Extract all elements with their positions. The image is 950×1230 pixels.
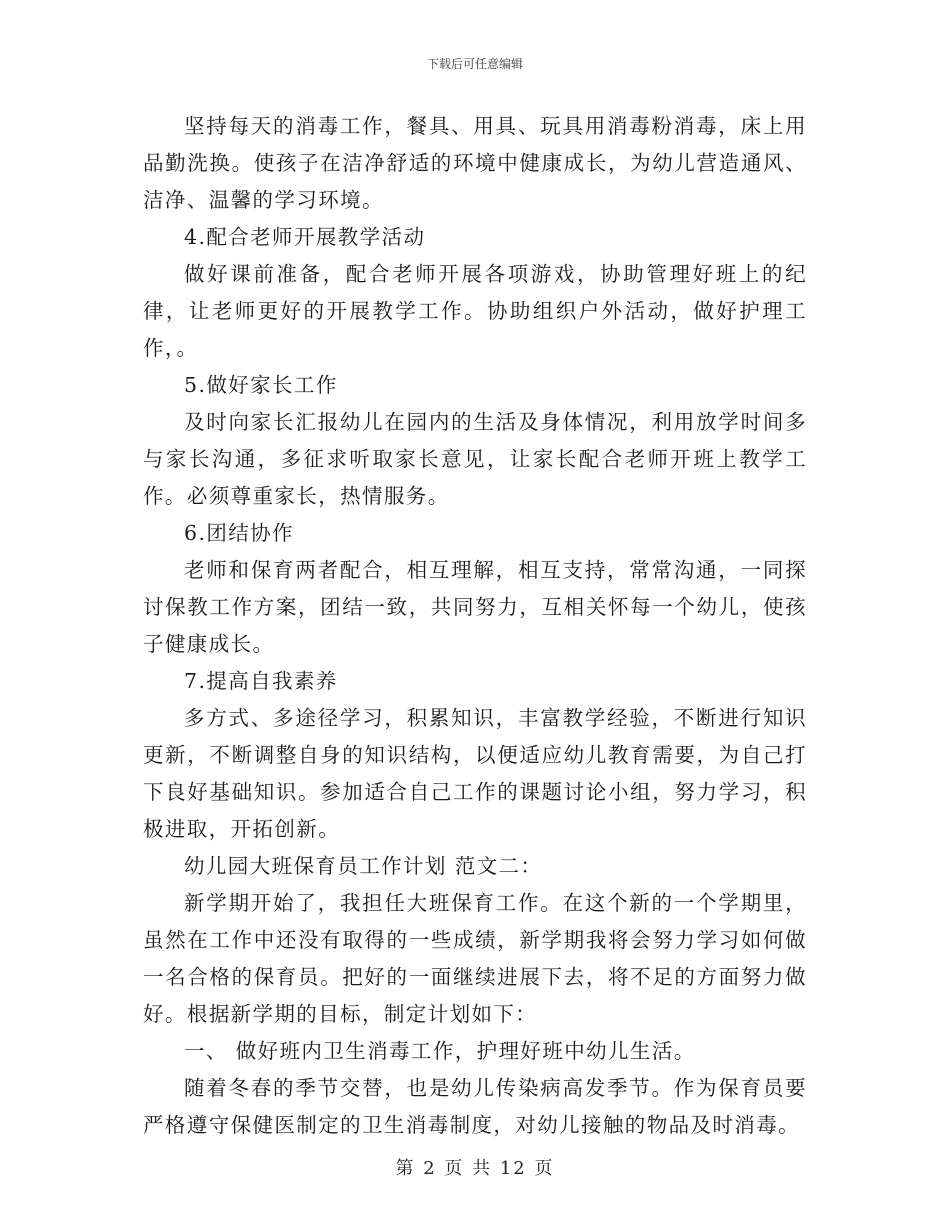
paragraph-new-semester: 新学期开始了，我担任大班保育工作。在这个新的一个学期里，虽然在工作中还没有取得的一些成绩，新学期我将会努力学习如何做一名合格的保育员。把好的一面继续进展下去，将不足的方面努力做好。根据新学期的目标，制定计划如下： [143, 891, 807, 1026]
section-heading-one: 一、 做好班内卫生消毒工作，护理好班中幼儿生活。 [184, 1039, 696, 1063]
sample-title-2: 幼儿园大班保育员工作计划 范文二： [184, 854, 543, 878]
page-header: 下载后可任意编辑 [426, 57, 523, 71]
section-heading-5: 5.做好家长工作 [184, 373, 338, 397]
section-heading-6: 6.团结协作 [184, 521, 294, 545]
section-heading-7: 7.提高自我素养 [184, 669, 338, 693]
paragraph-parents: 及时向家长汇报幼儿在园内的生活及身体情况，利用放学时间多与家长沟通，多征求听取家长意见，让家长配合老师开班上教学工作。必须尊重家长，热情服务。 [143, 410, 807, 508]
section-heading-4: 4.配合老师开展教学活动 [184, 225, 426, 249]
paragraph-disinfection: 坚持每天的消毒工作，餐具、用具、玩具用消毒粉消毒，床上用品勤洗换。使孩子在洁净舒适的环境中健康成长，为幼儿营造通风、洁净、温馨的学习环境。 [143, 114, 807, 212]
paragraph-teaching: 做好课前准备，配合老师开展各项游戏，协助管理好班上的纪律，让老师更好的开展教学工作。协助组织户外活动，做好护理工作，。 [143, 262, 807, 360]
paragraph-self-improvement: 多方式、多途径学习，积累知识，丰富教学经验，不断进行知识更新，不断调整自身的知识结构，以便适应幼儿教育需要，为自己打下良好基础知识。参加适合自己工作的课题讨论小组，努力学习，积极进取，开拓创新。 [143, 706, 807, 841]
document-body [143, 108, 807, 1144]
paragraph-cooperation: 老师和保育两者配合，相互理解，相互支持，常常沟通，一同探讨保教工作方案，团结一致，共同努力，互相关怀每一个幼儿，使孩子健康成长。 [143, 558, 807, 656]
paragraph-season: 随着冬春的季节交替，也是幼儿传染病高发季节。作为保育员要严格遵守保健医制定的卫生消毒制度，对幼儿接触的物品及时消毒。 [143, 1076, 807, 1137]
page-number: 第 2 页 共 12 页 [395, 1158, 555, 1179]
